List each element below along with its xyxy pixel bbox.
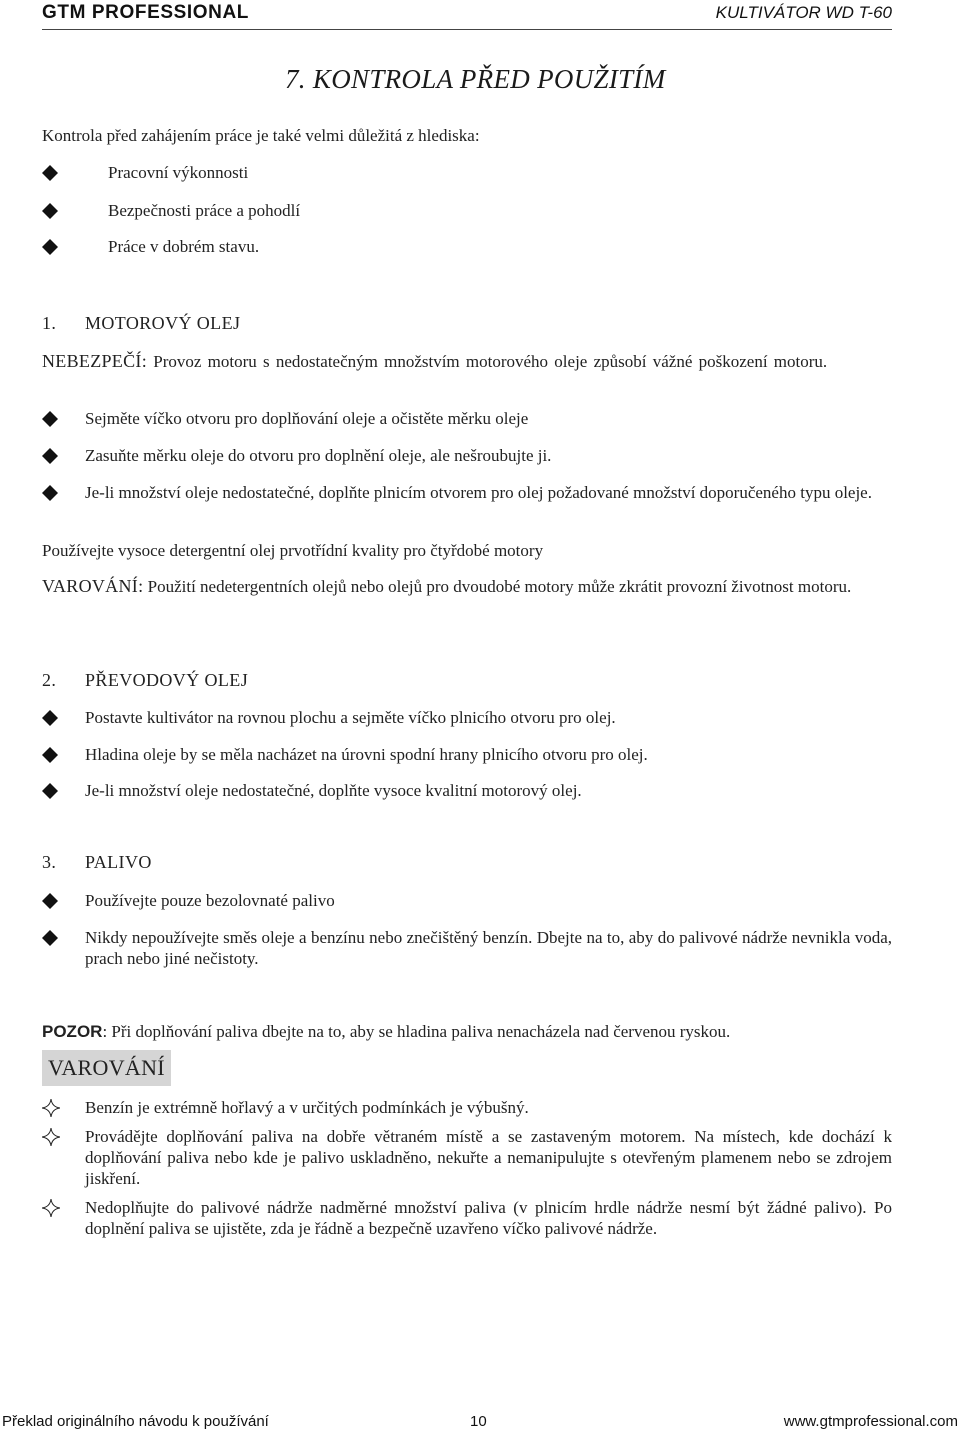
section-3-heading: PALIVO xyxy=(85,852,152,872)
section-1-number: 1. xyxy=(42,313,57,333)
oil-note: Používejte vysoce detergentní olej prvotřídní kvality pro čtyřdobé motory xyxy=(42,541,544,560)
diamond-bullet-icon xyxy=(42,165,58,181)
diamond-bullet-icon xyxy=(42,710,58,726)
header-divider xyxy=(42,29,892,30)
four-point-star-icon xyxy=(42,1199,60,1217)
caution-label: POZOR xyxy=(42,1022,103,1041)
section-1-heading: MOTOROVÝ OLEJ xyxy=(85,313,241,333)
brand-name: GTM PROFESSIONAL xyxy=(42,2,249,23)
footer-manual-note: Překlad originálního návodu k používání xyxy=(2,1413,269,1430)
warning-box xyxy=(42,1050,171,1086)
intro-text: Kontrola před zahájením práce je také velmi důležitá z hlediska: xyxy=(42,126,480,145)
four-point-star-icon xyxy=(42,1099,60,1117)
danger-label: NEBEZPEČÍ: xyxy=(42,351,147,371)
caution-text: : Při doplňování paliva dbejte na to, aby se hladina paliva nenacházela nad červenou ryskou. xyxy=(102,1022,731,1041)
diamond-bullet-icon xyxy=(42,747,58,763)
caution-paragraph xyxy=(42,1021,892,1042)
danger-paragraph xyxy=(42,351,892,372)
model-name: KULTIVÁTOR WD T-60 xyxy=(715,3,892,22)
page-number: 10 xyxy=(470,1413,487,1430)
section-3-number: 3. xyxy=(42,852,57,872)
section-2-heading: PŘEVODOVÝ OLEJ xyxy=(85,670,249,690)
diamond-bullet-icon xyxy=(42,411,58,427)
section-2-number: 2. xyxy=(42,670,57,690)
four-point-star-icon xyxy=(42,1128,60,1146)
oil-warning-paragraph xyxy=(42,576,892,597)
oil-warning-text: Použití nedetergentních olejů nebo olejů pro dvoudobé motory může zkrátit provozní životnost motoru. xyxy=(143,577,852,596)
diamond-bullet-icon xyxy=(42,930,58,946)
page-title: 7. KONTROLA PŘED POUŽITÍM xyxy=(285,64,666,94)
diamond-bullet-icon xyxy=(42,783,58,799)
danger-text: Provoz motoru s nedostatečným množstvím motorového oleje způsobí vážné poškození motoru. xyxy=(147,352,828,371)
diamond-bullet-icon xyxy=(42,893,58,909)
diamond-bullet-icon xyxy=(42,485,58,501)
oil-warning-label: VAROVÁNÍ: xyxy=(42,576,144,596)
warning-box-label: VAROVÁNÍ xyxy=(48,1055,165,1080)
footer-website-link[interactable]: www.gtmprofessional.com xyxy=(783,1413,958,1430)
diamond-bullet-icon xyxy=(42,239,58,255)
diamond-bullet-icon xyxy=(42,448,58,464)
diamond-bullet-icon xyxy=(42,203,58,219)
